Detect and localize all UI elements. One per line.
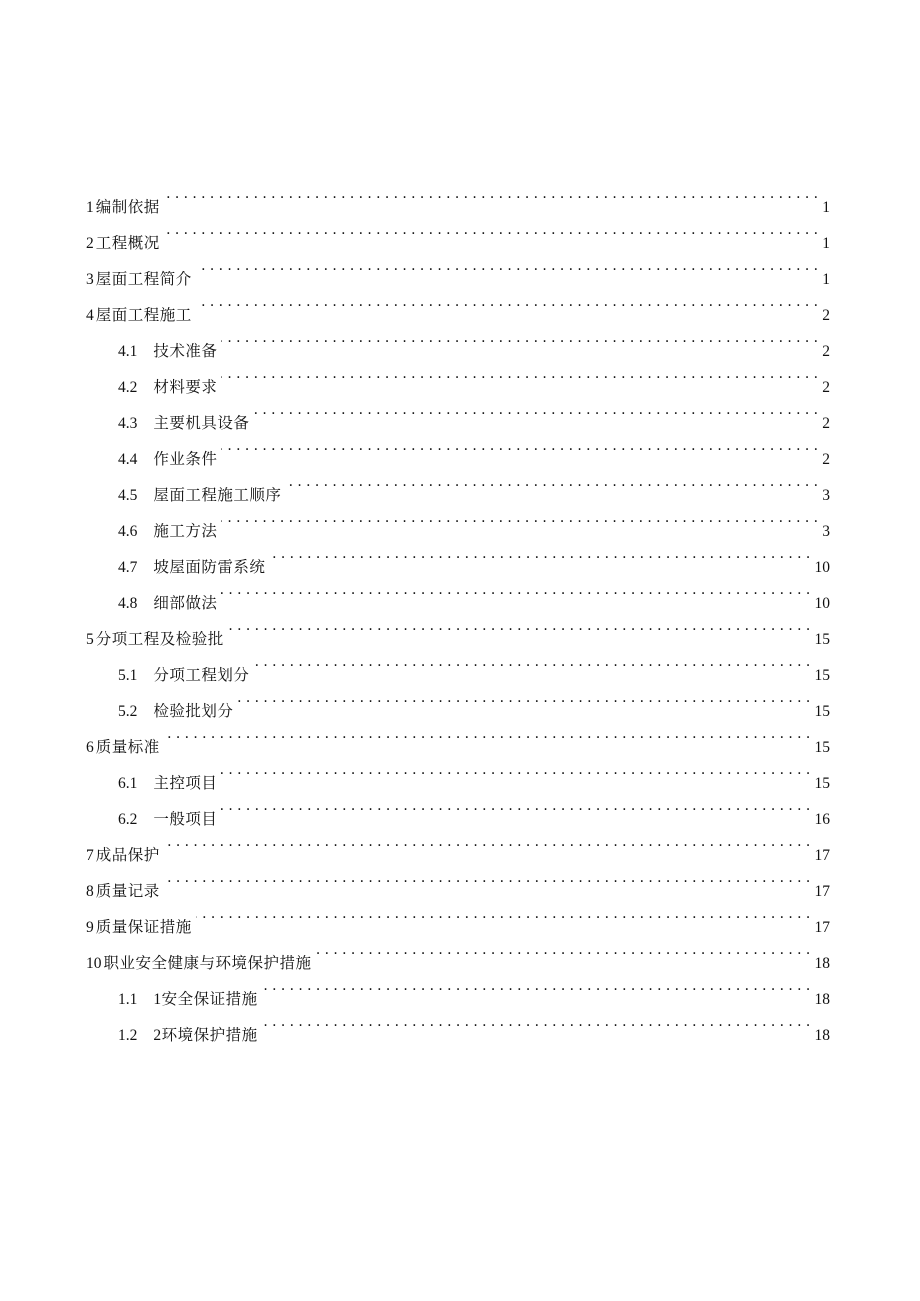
- toc-entry-number: 4.2: [118, 379, 138, 396]
- toc-dot-leader: [262, 1004, 811, 1040]
- toc-entry-page-number: 17: [814, 847, 830, 864]
- toc-entry-page-number: 1: [822, 271, 830, 288]
- toc-entry[interactable]: [86, 320, 830, 360]
- toc-entry-number: 5: [86, 631, 94, 648]
- toc-entry-title: 编制依据: [95, 199, 160, 216]
- toc-entry-title: 成品保护: [95, 847, 160, 864]
- toc-entry-number: 6.2: [118, 811, 138, 828]
- toc-entry-title: 作业条件: [153, 451, 218, 468]
- toc-entry-number: 1: [86, 199, 94, 216]
- toc-entry[interactable]: [86, 932, 830, 972]
- toc-entry-title: 屋面工程施工顺序: [153, 487, 282, 504]
- toc-dot-leader: [221, 356, 818, 392]
- toc-entry-number: 5.2: [118, 703, 138, 720]
- toc-dot-leader: [164, 716, 811, 752]
- toc-dot-leader: [269, 536, 810, 572]
- toc-dot-leader: [221, 320, 818, 356]
- toc-dot-leader: [228, 608, 811, 644]
- toc-entry[interactable]: [86, 716, 830, 756]
- toc-entry-number: 8: [86, 883, 94, 900]
- toc-entry[interactable]: [86, 752, 830, 792]
- toc-entry-page-number: 2: [822, 451, 830, 468]
- toc-entry[interactable]: [86, 824, 830, 864]
- toc-entry-page-number: 10: [814, 595, 830, 612]
- toc-entry-title: 分项工程及检验批: [95, 631, 224, 648]
- toc-dot-leader: [164, 824, 811, 860]
- toc-dot-leader: [164, 212, 818, 248]
- toc-entry-title: 检验批划分: [153, 703, 234, 720]
- toc-entry-title: 坡屋面防雷系统: [153, 559, 266, 576]
- toc-dot-leader: [196, 248, 818, 284]
- toc-entry[interactable]: [86, 896, 830, 936]
- toc-entry-number: 4.6: [118, 523, 138, 540]
- toc-entry-number: 4.5: [118, 487, 138, 504]
- toc-entry-number: 7: [86, 847, 94, 864]
- toc-entry-title: 2环境保护措施: [153, 1027, 258, 1044]
- toc-entry-number: 1.1: [118, 991, 138, 1008]
- toc-entry-page-number: 10: [814, 559, 830, 576]
- toc-dot-leader: [262, 968, 811, 1004]
- toc-dot-leader: [196, 896, 811, 932]
- toc-entry-page-number: 15: [814, 667, 830, 684]
- toc-entry-title: 工程概况: [95, 235, 160, 252]
- toc-dot-leader: [253, 392, 818, 428]
- toc-entry[interactable]: [86, 212, 830, 252]
- toc-entry-page-number: 3: [822, 487, 830, 504]
- toc-entry-number: 4.8: [118, 595, 138, 612]
- toc-entry-page-number: 2: [822, 307, 830, 324]
- toc-entry-number: 10: [86, 955, 102, 972]
- toc-entry-number: 4.1: [118, 343, 138, 360]
- toc-entry[interactable]: [86, 284, 830, 324]
- toc-entry-title: 屋面工程施工: [95, 307, 192, 324]
- toc-entry-page-number: 2: [822, 415, 830, 432]
- toc-entry-page-number: 2: [822, 379, 830, 396]
- toc-entry-title: 细部做法: [153, 595, 218, 612]
- toc-entry-page-number: 18: [814, 955, 830, 972]
- toc-entry-number: 6.1: [118, 775, 138, 792]
- toc-entry-title: 材料要求: [153, 379, 218, 396]
- toc-entry-number: 5.1: [118, 667, 138, 684]
- toc-entry-title: 技术准备: [153, 343, 218, 360]
- toc-dot-leader: [221, 788, 810, 824]
- toc-entry-number: 4.7: [118, 559, 138, 576]
- toc-entry-title: 一般项目: [153, 811, 218, 828]
- toc-entry-title: 屋面工程简介: [95, 271, 192, 288]
- toc-entry-page-number: 3: [822, 523, 830, 540]
- toc-entry-page-number: 15: [814, 631, 830, 648]
- toc-dot-leader: [221, 428, 818, 464]
- toc-dot-leader: [221, 500, 818, 536]
- toc-dot-leader: [285, 464, 818, 500]
- toc-entry-page-number: 2: [822, 343, 830, 360]
- toc-entry-page-number: 15: [814, 775, 830, 792]
- toc-entry-page-number: 15: [814, 703, 830, 720]
- toc-entry-page-number: 1: [822, 235, 830, 252]
- toc-entry-title: 主要机具设备: [153, 415, 250, 432]
- toc-entry-number: 4.4: [118, 451, 138, 468]
- toc-dot-leader: [237, 680, 810, 716]
- toc-dot-leader: [196, 284, 818, 320]
- toc-entry-title: 分项工程划分: [153, 667, 250, 684]
- toc-dot-leader: [221, 752, 810, 788]
- toc-dot-leader: [164, 176, 818, 212]
- toc-entry[interactable]: [86, 176, 830, 216]
- toc-entry[interactable]: [86, 860, 830, 900]
- toc-entry-number: 6: [86, 739, 94, 756]
- toc-entry-title: 质量标准: [95, 739, 160, 756]
- toc-entry-title: 质量记录: [95, 883, 160, 900]
- toc-entry-page-number: 18: [814, 991, 830, 1008]
- toc-entry-page-number: 15: [814, 739, 830, 756]
- toc-entry-title: 主控项目: [153, 775, 218, 792]
- toc-entry-title: 质量保证措施: [95, 919, 192, 936]
- toc-dot-leader: [316, 932, 811, 968]
- toc-entry-title: 职业安全健康与环境保护措施: [103, 955, 312, 972]
- toc-entry-page-number: 17: [814, 919, 830, 936]
- toc-entry[interactable]: [86, 248, 830, 288]
- toc-entry-page-number: 16: [814, 811, 830, 828]
- toc-dot-leader: [164, 860, 811, 896]
- toc-entry-number: 4.3: [118, 415, 138, 432]
- toc-entry-number: 9: [86, 919, 94, 936]
- toc-entry-number: 3: [86, 271, 94, 288]
- toc-entry-title: 1安全保证措施: [153, 991, 258, 1008]
- toc-entry-page-number: 17: [814, 883, 830, 900]
- table-of-contents: [86, 176, 830, 1044]
- toc-entry-number: 4: [86, 307, 94, 324]
- toc-dot-leader: [221, 572, 810, 608]
- toc-entry-page-number: 18: [814, 1027, 830, 1044]
- toc-dot-leader: [253, 644, 810, 680]
- toc-entry-number: 2: [86, 235, 94, 252]
- toc-entry-title: 施工方法: [153, 523, 218, 540]
- toc-entry-page-number: 1: [822, 199, 830, 216]
- toc-entry-number: 1.2: [118, 1027, 138, 1044]
